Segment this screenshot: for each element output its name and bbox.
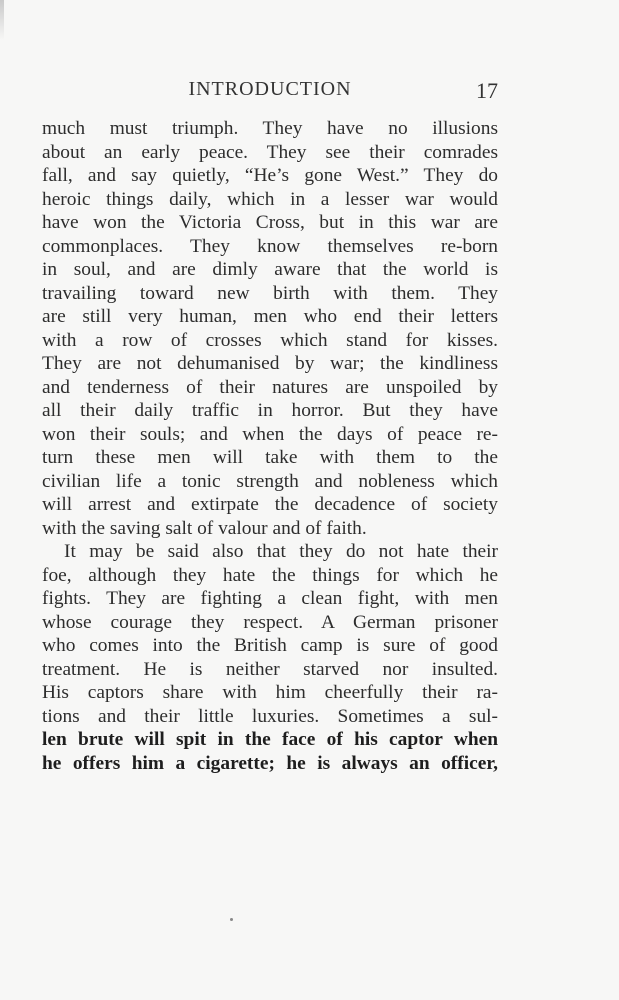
text-line: His captors share with him cheerfully their ra- (42, 682, 498, 703)
text-line: about an early peace. They see their comrades (42, 141, 498, 163)
text-line: have won the Victoria Cross, but in this war are (42, 212, 498, 233)
text-line: treatment. He is neither starved nor insulted. (42, 658, 498, 680)
text-line: turn these men will take with them to the (42, 447, 498, 468)
text-line: fall, and say quietly, “He’s gone West.” They do (42, 165, 498, 186)
paragraph-2 (42, 540, 498, 775)
text-line: with the saving salt of valour and of faith. (42, 517, 367, 539)
text-line: who comes into the British camp is sure of good (42, 635, 498, 656)
text-line: will arrest and extirpate the decadence of society (42, 494, 498, 515)
text-line: heroic things daily, which in a lesser war would (42, 188, 498, 210)
text-line: fights. They are fighting a clean fight, with men (42, 588, 498, 609)
text-line: much must triumph. They have no illusions (42, 118, 498, 139)
text-line: all their daily traffic in horror. But they have (42, 400, 498, 421)
body-text (42, 117, 498, 775)
text-line: foe, although they hate the things for which he (42, 564, 498, 586)
running-title: INTRODUCTION (188, 78, 352, 100)
text-line: are still very human, men who end their letters (42, 306, 498, 327)
printer-dot (230, 918, 233, 921)
page-edge-shadow (0, 0, 4, 40)
running-head (42, 78, 498, 106)
text-line: They are not dehumanised by war; the kindliness (42, 353, 498, 374)
text-line: he offers him a cigarette; he is always an officer, (42, 752, 498, 774)
text-line: won their souls; and when the days of peace re- (42, 423, 498, 445)
paragraph-1 (42, 117, 498, 540)
page-number: 17 (476, 78, 498, 103)
text-line: tions and their little luxuries. Sometimes a sul- (42, 705, 498, 727)
text-line: travailing toward new birth with them. They (42, 282, 498, 304)
text-line: in soul, and are dimly aware that the world is (42, 259, 498, 280)
text-line: civilian life a tonic strength and nobleness which (42, 470, 498, 492)
text-line: commonplaces. They know themselves re-born (42, 235, 498, 257)
text-line: whose courage they respect. A German prisoner (42, 611, 498, 633)
text-line: with a row of crosses which stand for kisses. (42, 329, 498, 351)
text-line: It may be said also that they do not hate their (64, 541, 498, 562)
text-line: len brute will spit in the face of his captor when (42, 729, 498, 750)
text-line: and tenderness of their natures are unspoiled by (42, 376, 498, 398)
